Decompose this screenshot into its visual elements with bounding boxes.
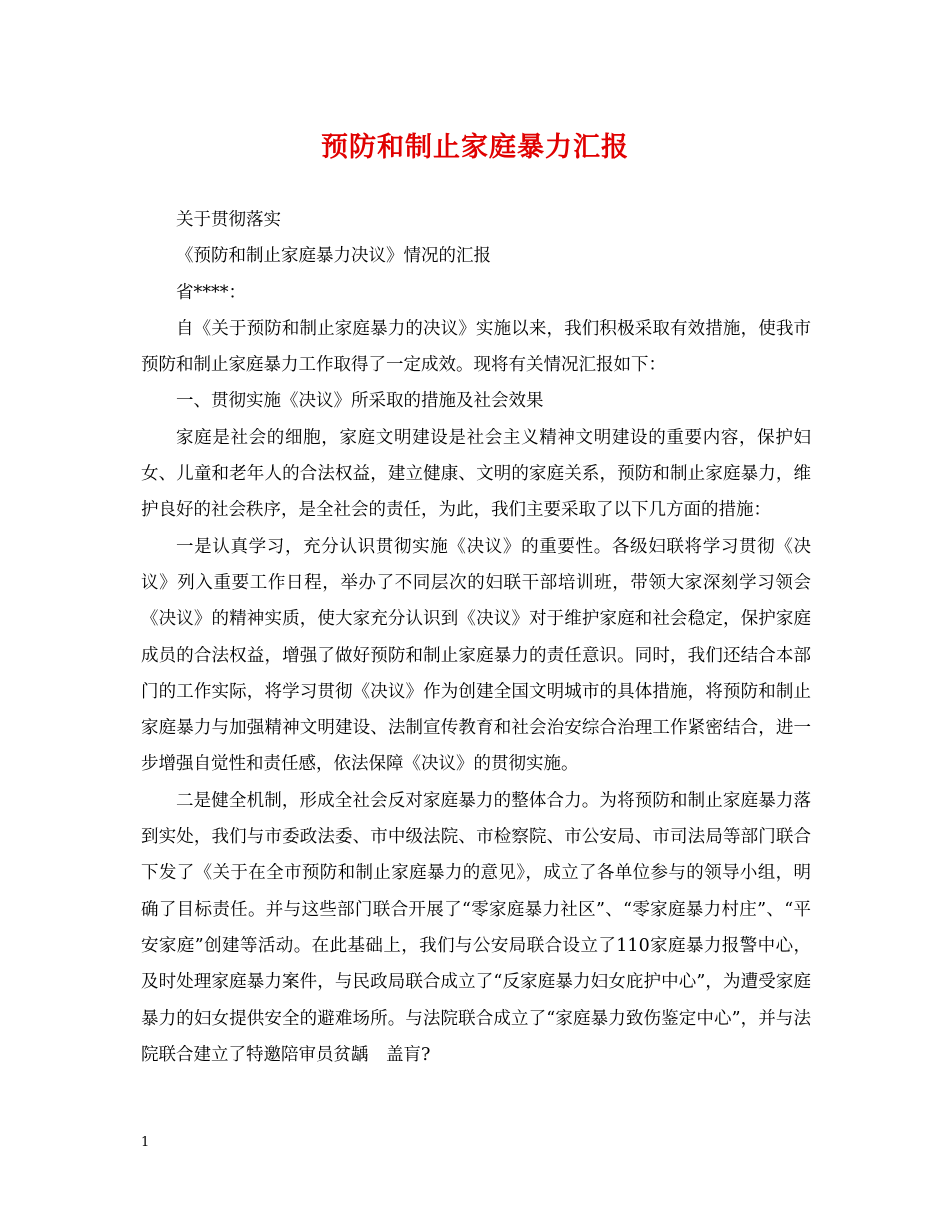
- paragraph: 自《关于预防和制止家庭暴力的决议》实施以来，我们积极采取有效措施，使我市预防和制止家庭暴力工作取得了一定成效。现将有关情况汇报如下：: [141, 318, 811, 376]
- page-number: 1: [141, 1135, 150, 1150]
- paragraph: 二是健全机制，形成全社会反对家庭暴力的整体合力。为将预防和制止家庭暴力落到实处，我们与市委政法委、市中级法院、市检察院、市公安局、市司法局等部门联合下发了《关于在全市预防和制止家庭暴力的意见》，成立了各单位参与的领导小组，明确了目标责任。并与这些部门联合开展了“零家庭暴力社区”、“零家庭暴力村庄”、“平安家庭”创建等活动。在此基础上，我们与公安局联合设立了110家庭暴力报警中心，及时处理家庭暴力案件，与民政局联合成立了“反家庭暴力妇女庇护中心”，为遭受家庭暴力的妇女提供安全的避难场所。与法院联合成立了“家庭暴力致伤鉴定中心”，并与法院联合建立了特邀陪审员贫龋 盖肓?: [141, 790, 811, 1065]
- document-body: [141, 202, 811, 1073]
- document-title: 预防和制止家庭暴力汇报: [321, 132, 629, 163]
- paragraph: 《预防和制止家庭暴力决议》情况的汇报: [176, 246, 491, 267]
- paragraph: 关于贯彻落实: [176, 210, 281, 230]
- paragraph: 家庭是社会的细胞，家庭文明建设是社会主义精神文明建设的重要内容，保护妇女、儿童和老年人的合法权益，建立健康、文明的家庭关系，预防和制止家庭暴力，维护良好的社会秩序，是全社会的责任，为此，我们主要采取了以下几方面的措施：: [141, 427, 811, 521]
- paragraph: 一是认真学习，充分认识贯彻实施《决议》的重要性。各级妇联将学习贯彻《决议》列入重要工作日程，举办了不同层次的妇联干部培训班，带领大家深刻学习领会《决议》的精神实质，使大家充分认识到《决议》对于维护家庭和社会稳定，保护家庭成员的合法权益，增强了做好预防和制止家庭暴力的责任意识。同时，我们还结合本部门的工作实际，将学习贯彻《决议》作为创建全国文明城市的具体措施，将预防和制止家庭暴力与加强精神文明建设、法制宣传教育和社会治安综合治理工作紧密结合，进一步增强自觉性和责任感，依法保障《决议》的贯彻实施。: [141, 536, 811, 775]
- paragraph: 省****：: [176, 282, 246, 303]
- section-heading: 一、贯彻实施《决议》所采取的措施及社会效果: [176, 391, 544, 412]
